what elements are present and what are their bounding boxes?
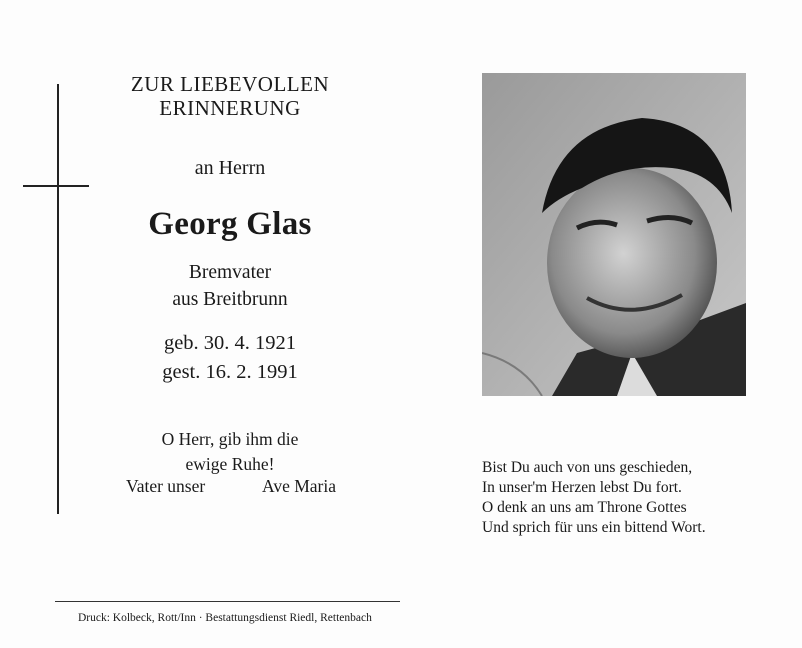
salutation: an Herrn — [194, 157, 266, 179]
prayer-line-1: O Herr, gib ihm die — [161, 429, 299, 449]
heading-line-1: ZUR LIEBEVOLLEN — [130, 72, 330, 96]
poem-line: In unser'm Herzen lebst Du fort. — [482, 479, 682, 496]
occupation: Bremvater — [188, 262, 272, 283]
portrait-photo — [482, 73, 746, 396]
portrait-illustration — [482, 73, 746, 396]
poem-line: Und sprich für uns ein bittend Wort. — [482, 519, 706, 536]
prayer-text — [110, 427, 350, 477]
origin: aus Breitbrunn — [172, 289, 288, 310]
memorial-poem — [482, 458, 706, 538]
memorial-heading — [110, 72, 350, 120]
poem-line: Bist Du auch von uns geschieden, — [482, 459, 693, 476]
life-dates — [110, 329, 350, 387]
heading-line-2: ERINNERUNG — [159, 96, 301, 120]
footer-divider — [55, 601, 400, 602]
deceased-name: Georg Glas — [148, 206, 312, 242]
death-date: gest. 16. 2. 1991 — [162, 361, 298, 383]
birth-date: geb. 30. 4. 1921 — [163, 332, 297, 354]
cross-horizontal-bar — [23, 185, 89, 187]
cross-vertical-bar — [57, 84, 59, 514]
vater-unser: Vater unser — [126, 476, 206, 496]
deceased-details — [110, 259, 350, 313]
prayer-line-2: ewige Ruhe! — [185, 454, 275, 474]
poem-line: O denk an uns am Throne Gottes — [482, 499, 687, 516]
ave-maria: Ave Maria — [262, 476, 337, 496]
printer-credits: Druck: Kolbeck, Rott/Inn · Bestattungsdienst Riedl, Rettenbach — [78, 612, 372, 624]
